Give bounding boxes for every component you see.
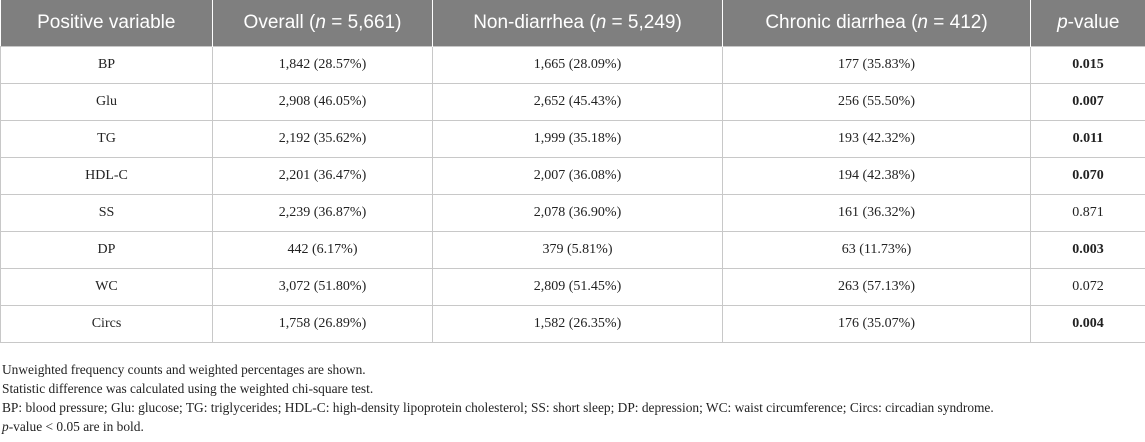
header-text-rest: = 412) (927, 12, 988, 33)
footnote-bold-note (2, 417, 1142, 436)
cell-chronic-diarrhea: 161 (36.32%) (723, 195, 1031, 232)
cell-variable: Glu (1, 84, 213, 121)
cell-chronic-diarrhea: 63 (11.73%) (723, 232, 1031, 269)
cell-variable: Circs (1, 306, 213, 343)
cell-variable: SS (1, 195, 213, 232)
header-text-rest: -value (1067, 12, 1120, 33)
cell-overall: 2,239 (36.87%) (213, 195, 433, 232)
cell-chronic-diarrhea: 193 (42.32%) (723, 121, 1031, 158)
cell-non-diarrhea: 2,652 (45.43%) (433, 84, 723, 121)
cell-non-diarrhea: 2,078 (36.90%) (433, 195, 723, 232)
header-chronic-diarrhea (723, 0, 1031, 47)
header-text: Non-diarrhea ( (473, 12, 596, 33)
cell-overall: 2,201 (36.47%) (213, 158, 433, 195)
footnote-bold-rest: -value < 0.05 are in bold. (8, 419, 144, 434)
cell-non-diarrhea: 1,999 (35.18%) (433, 121, 723, 158)
table-row (1, 306, 1145, 343)
table-footnotes (2, 360, 1142, 436)
header-text-rest: = 5,249) (606, 12, 682, 33)
header-text: Chronic diarrhea ( (765, 12, 918, 33)
cell-overall: 2,908 (46.05%) (213, 84, 433, 121)
header-text: Overall ( (243, 12, 316, 33)
cell-p-value: 0.011 (1031, 121, 1145, 158)
footnote-test: Statistic difference was calculated using the weighted chi-square test. (2, 381, 374, 396)
table-body (1, 47, 1145, 343)
header-italic: n (917, 12, 928, 33)
cell-non-diarrhea: 379 (5.81%) (433, 232, 723, 269)
header-p-value (1031, 0, 1145, 47)
header-positive-variable (1, 0, 213, 47)
cell-overall: 442 (6.17%) (213, 232, 433, 269)
cell-variable: TG (1, 121, 213, 158)
cell-p-value: 0.015 (1031, 47, 1145, 84)
cell-p-value: 0.070 (1031, 158, 1145, 195)
table-row (1, 47, 1145, 84)
cell-p-value: 0.871 (1031, 195, 1145, 232)
footnote-abbreviations: BP: blood pressure; Glu: glucose; TG: triglycerides; HDL-C: high-density lipoprotein cholesterol; SS: short sleep; DP: depression; WC: waist circumference; Circs: circadian syndrome. (2, 400, 994, 415)
table-row (1, 232, 1145, 269)
cell-p-value: 0.004 (1031, 306, 1145, 343)
header-italic: n (315, 12, 326, 33)
cell-variable: WC (1, 269, 213, 306)
cell-chronic-diarrhea: 176 (35.07%) (723, 306, 1031, 343)
header-overall (213, 0, 433, 47)
cell-non-diarrhea: 1,665 (28.09%) (433, 47, 723, 84)
header-row (1, 0, 1145, 47)
cell-non-diarrhea: 2,809 (51.45%) (433, 269, 723, 306)
cell-variable: DP (1, 232, 213, 269)
cell-p-value: 0.003 (1031, 232, 1145, 269)
cell-overall: 1,758 (26.89%) (213, 306, 433, 343)
table-header (1, 0, 1145, 47)
cell-chronic-diarrhea: 177 (35.83%) (723, 47, 1031, 84)
table-row (1, 84, 1145, 121)
cell-non-diarrhea: 1,582 (26.35%) (433, 306, 723, 343)
footnote-weighting: Unweighted frequency counts and weighted percentages are shown. (2, 362, 366, 377)
cell-chronic-diarrhea: 263 (57.13%) (723, 269, 1031, 306)
cell-chronic-diarrhea: 194 (42.38%) (723, 158, 1031, 195)
table-row (1, 158, 1145, 195)
cell-variable: HDL-C (1, 158, 213, 195)
cell-overall: 1,842 (28.57%) (213, 47, 433, 84)
cell-overall: 2,192 (35.62%) (213, 121, 433, 158)
header-text: Positive variable (37, 12, 176, 33)
table-row (1, 195, 1145, 232)
cell-chronic-diarrhea: 256 (55.50%) (723, 84, 1031, 121)
cell-non-diarrhea: 2,007 (36.08%) (433, 158, 723, 195)
header-non-diarrhea (433, 0, 723, 47)
cell-variable: BP (1, 47, 213, 84)
header-italic: n (595, 12, 607, 33)
footnote-p-italic: p (2, 419, 9, 434)
cell-p-value: 0.007 (1031, 84, 1145, 121)
cell-overall: 3,072 (51.80%) (213, 269, 433, 306)
cell-p-value: 0.072 (1031, 269, 1145, 306)
table-row (1, 121, 1145, 158)
header-text-rest: = 5,661) (325, 12, 402, 33)
table-row (1, 269, 1145, 306)
header-italic: p (1057, 12, 1068, 33)
